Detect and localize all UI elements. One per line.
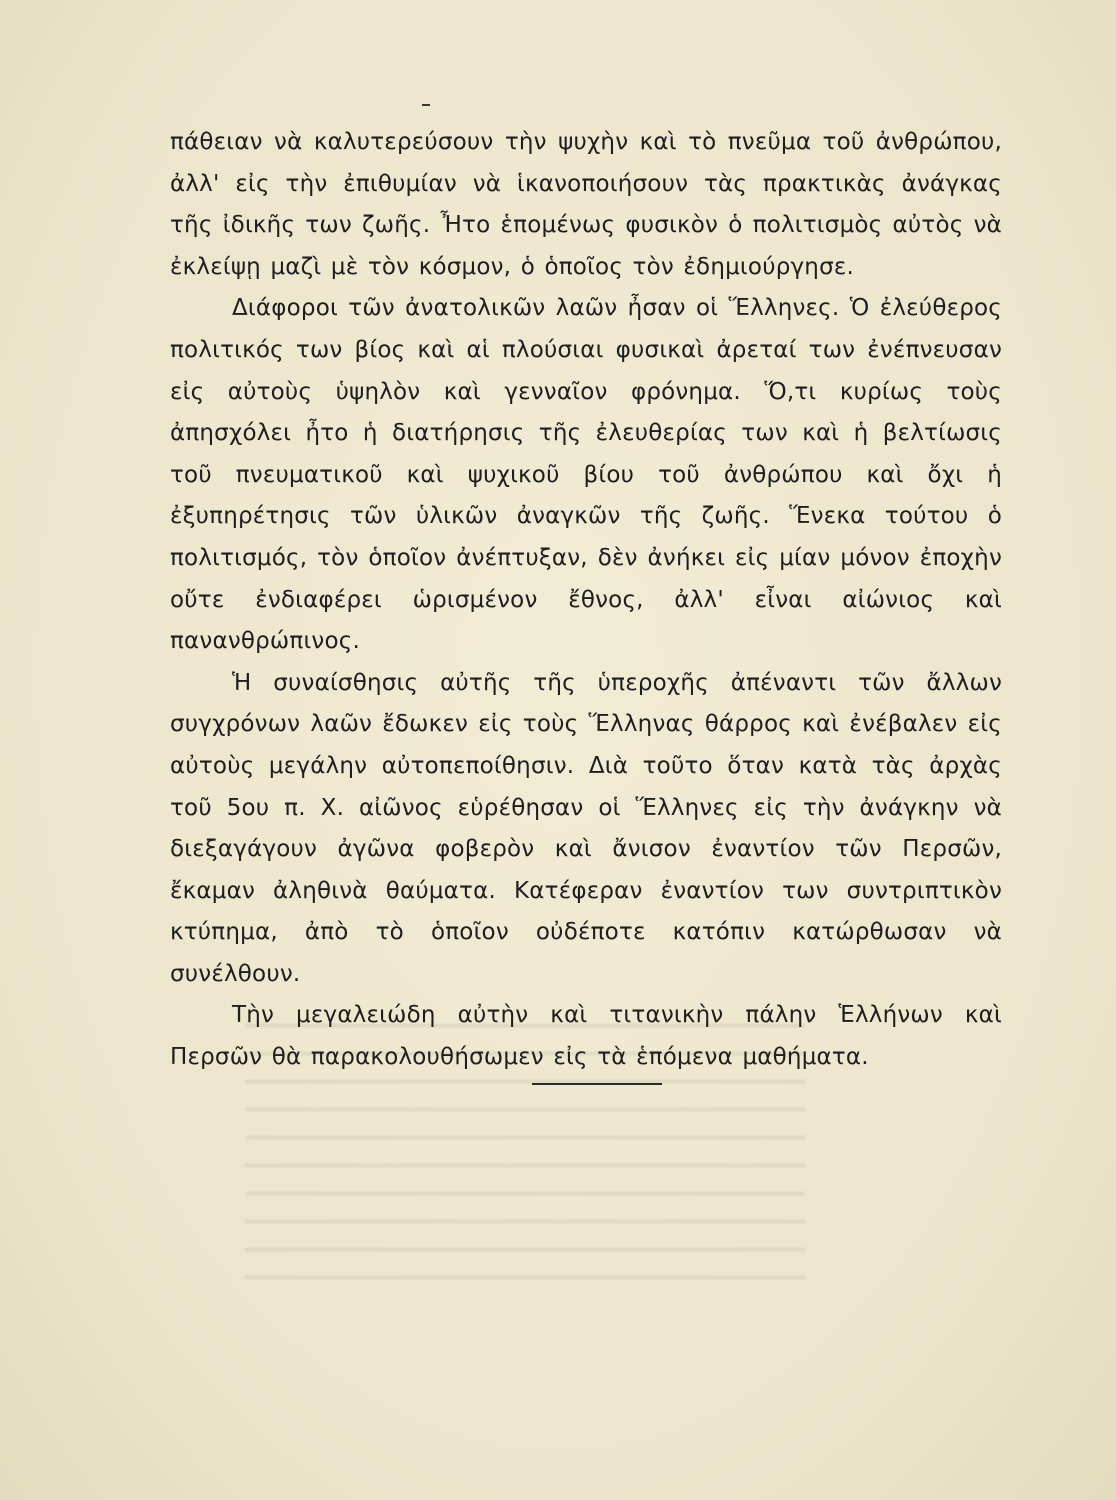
paragraph-3: Ἡ συναίσθησις αὐτῆς τῆς ὑπεροχῆς ἀπέναντι τῶν ἄλλων συγχρόνων λαῶν ἔδωκεν εἰς τοὺς Ἕλληνας θάρρος καὶ ἐνέβαλεν εἰς αὐτοὺς μεγάλην αὐτοπεποίθησιν. Διὰ τοῦτο ὅταν κατὰ τὰς ἀρχὰς τοῦ 5ου π. Χ. αἰῶνος εὑρέθησαν οἱ Ἕλληνες εἰς τὴν ἀνάγκην νὰ διεξαγάγουν ἀγῶνα φοβερὸν καὶ ἄνισον ἐναντίον τῶν Περσῶν, ἔκαμαν ἀληθινὰ θαύματα. Κατέφεραν ἐναντίον των συντριπτικὸν κτύπημα, ἀπὸ τὸ ὁποῖον οὐδέποτε κατόπιν κατώρθωσαν νὰ συνέλθουν. xyxy=(170,669,1002,987)
top-mark xyxy=(422,104,430,106)
paragraph-2: Διάφοροι τῶν ἀνατολικῶν λαῶν ἦσαν οἱ Ἕλληνες. Ὁ ἐλεύθερος πολιτικός των βίος καὶ αἱ πλούσιαι φυσικαὶ ἀρεταί των ἐνέπνευσαν εἰς αὐτοὺς ὑψηλὸν καὶ γενναῖον φρόνημα. Ὅ,τι κυρίως τοὺς ἀπησχόλει ἦτο ἡ διατήρησις τῆς ἐλευθερίας των καὶ ἡ βελτίωσις τοῦ πνευματικοῦ καὶ ψυχικοῦ βίου τοῦ ἀνθρώπου καὶ ὄχι ἡ ἐξυπηρέτησις τῶν ὑλικῶν ἀναγκῶν τῆς ζωῆς. Ἕνεκα τούτου ὁ πολιτισμός, τὸν ὁποῖον ἀνέπτυξαν, δὲν ἀνήκει εἰς μίαν μόνον ἐποχὴν οὔτε ἐνδιαφέρει ὡρισμένον ἔθνος, ἀλλ' εἶναι αἰώνιος καὶ πανανθρώπινος. xyxy=(170,295,1002,655)
paragraph-4: Τὴν μεγαλειώδη αὐτὴν καὶ τιτανικὴν πάλην Ἑλλήνων καὶ Περσῶν θὰ παρακολουθήσωμεν εἰς τὰ ἑπόμενα μαθήματα. xyxy=(170,1002,1002,1071)
body-text xyxy=(170,122,1002,1079)
paragraph-1: πάθειαν νὰ καλυτερεύσουν τὴν ψυχὴν καὶ τὸ πνεῦμα τοῦ ἀνθρώπου, ἀλλ' εἰς τὴν ἐπιθυμίαν νὰ ἱκανοποιήσουν τὰς πρακτικὰς ἀνάγκας τῆς ἰδικῆς των ζωῆς. Ἦτο ἑπομένως φυσικὸν ὁ πολιτισμὸς αὐτὸς νὰ ἐκλείψῃ μαζὶ μὲ τὸν κόσμον, ὁ ὁποῖος τὸν ἐδημιούργησε. xyxy=(170,129,1002,280)
section-divider xyxy=(532,1083,662,1085)
